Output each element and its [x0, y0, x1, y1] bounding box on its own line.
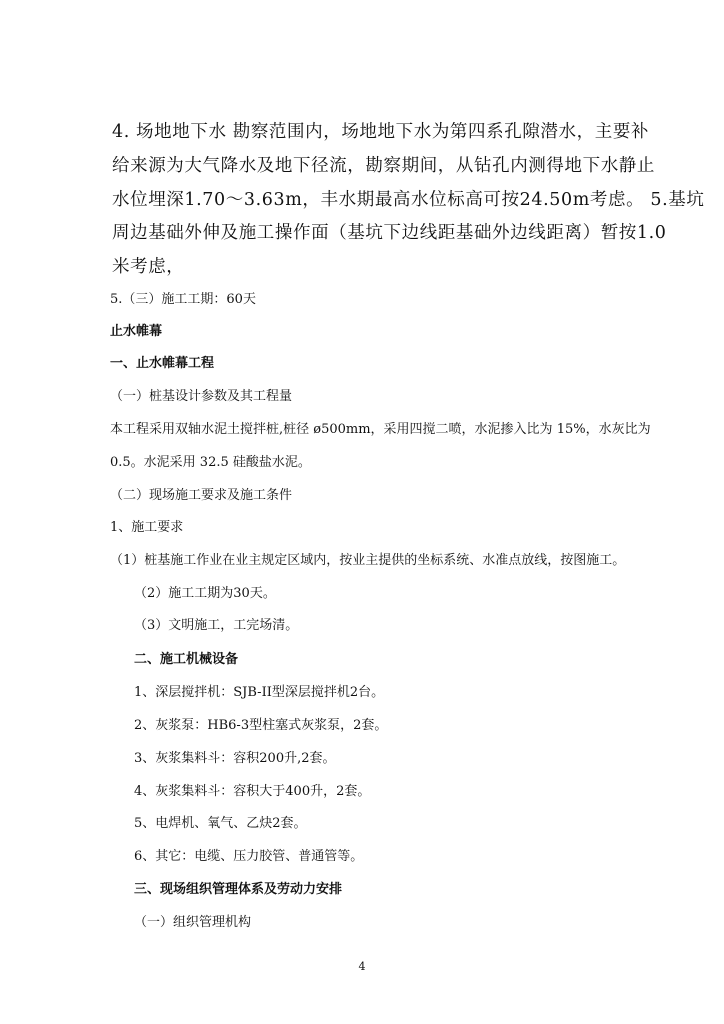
text-line: 水位埋深1.70～3.63m，丰水期最高水位标高可按24.50m考虑。 5.基坑 — [112, 190, 705, 210]
text-line: 周边基础外伸及施工操作面（基坑下边线距基础外边线距离）暂按1.0 — [112, 223, 667, 243]
list-item: （1）桩基施工作业在业主规定区域内，按业主提供的坐标系统、水准点放线，按图施工。 — [110, 553, 626, 568]
page-number: 4 — [358, 960, 366, 973]
section-heading: 三、现场组织管理体系及劳动力安排 — [134, 882, 343, 897]
list-item: 5、电焊机、氧气、乙炔2套。 — [134, 816, 307, 831]
list-item: （3）文明施工，工完场清。 — [134, 618, 299, 633]
list-item: （2）施工工期为30天。 — [134, 586, 276, 601]
subsection-heading: （一）组织管理机构 — [134, 915, 252, 930]
list-item: 4、灰浆集料斗：容积大于400升，2套。 — [134, 784, 371, 799]
list-title: 1、施工要求 — [110, 520, 184, 535]
paragraph-line: 本工程采用双轴水泥土搅拌桩,桩径 ø500mm，采用四搅二喷，水泥掺入比为 15%，水灰比为 — [110, 422, 651, 437]
section-heading: 一、止水帷幕工程 — [110, 356, 215, 371]
section-heading: 二、施工机械设备 — [134, 652, 239, 667]
paragraph-line: 0.5。水泥采用 32.5 硅酸盐水泥。 — [110, 455, 311, 470]
text-line: 米考虑， — [112, 257, 185, 277]
list-item: 3、灰浆集料斗：容积200升,2套。 — [134, 751, 336, 766]
list-item: 2、灰浆泵：HB6-3型柱塞式灰浆泵，2套。 — [134, 718, 388, 733]
list-item: 1、深层搅拌机：SJB-II型深层搅拌机2台。 — [134, 685, 385, 700]
text-line: 4. 场地地下水 勘察范围内，场地地下水为第四系孔隙潜水，主要补 — [112, 122, 650, 142]
list-item: 6、其它：电缆、压力胶管、普通管等。 — [134, 849, 364, 864]
section-heading: 止水帷幕 — [110, 324, 163, 339]
construction-period: 5.（三）施工工期：60天 — [110, 292, 256, 307]
text-line: 给来源为大气降水及地下径流，勘察期间，从钻孔内测得地下水静止 — [112, 156, 655, 176]
subsection-heading: （二）现场施工要求及施工条件 — [110, 488, 293, 503]
subsection-heading: （一）桩基设计参数及其工程量 — [110, 389, 293, 404]
